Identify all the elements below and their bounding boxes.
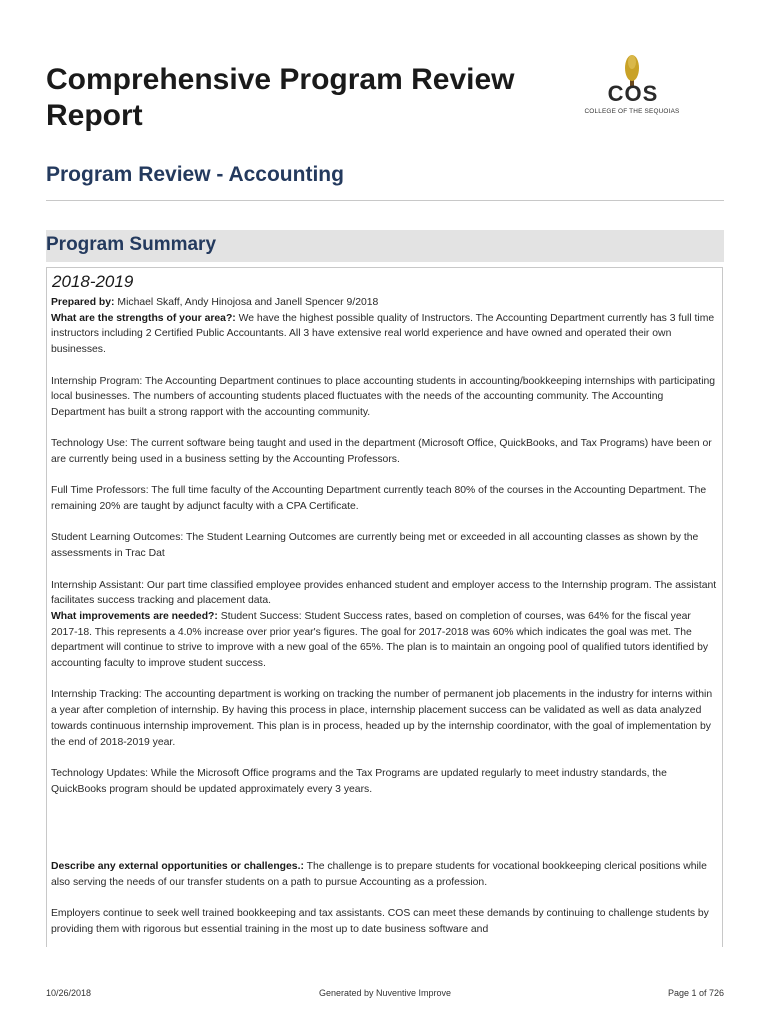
summary-content — [46, 267, 723, 947]
improvements-value: Student Success: Student Success rates, based on completion of courses, was 64% for the fiscal year 2017-18. This represents a 4.0% increase over prior year's figures. The goal for 2017-2018 was 60% which indicates the goal was met. The department will continue to strive to improve with a new goal of the 65%. The plan is to maintain an ongoing pool of qualified tutors identified by accounting faculty to improve student success. — [51, 610, 709, 670]
logo-acronym: COS — [607, 81, 659, 106]
external-value: The challenge is to prepare students for vocational bookkeeping clerical positions while also serving the needs of our transfer students on a path to pursue Accounting as a profession. — [51, 861, 707, 889]
section-header — [46, 230, 724, 262]
external-label: Describe any external opportunities or challenges.: — [51, 861, 304, 873]
prepared-by-value: Michael Skaff, Andy Hinojosa and Janell Spencer 9/2018 — [114, 297, 379, 308]
strengths-paragraph — [51, 311, 717, 358]
internship-tracking-paragraph: Internship Tracking: The accounting department is working on tracking the number of permanent job placements in the industry for interns within a year after completion of internship. By having this process in place, internship placement success can be validated as well as data analyzed towards continuous internship improvement. This plan is in process, headed up by the internship coordinator, with the goal of implementation by the end of 2018-2019 year. — [51, 689, 713, 748]
technology-use-paragraph: Technology Use: The current software being taught and used in the department (Microsoft Office, QuickBooks, and Tax Programs) have been or are currently being used in a business setting by the Accounting Professors. — [51, 438, 712, 465]
logo-tagline: COLLEGE OF THE SEQUOIAS — [584, 108, 680, 115]
strengths-value: We have the highest possible quality of Instructors. The Accounting Department currently has 3 full time instructors including 2 Certified Public Accountants. All 3 have extensive real world experience and have owned and operated their own businesses. — [51, 312, 715, 356]
strengths-label: What are the strengths of your area?: — [51, 312, 236, 324]
section-title: Program Summary — [46, 234, 217, 255]
external-paragraph — [51, 859, 717, 890]
improvements-label: What improvements are needed?: — [51, 610, 218, 622]
prepared-by-label: Prepared by: — [51, 297, 115, 308]
footer-generated-by: Generated by Nuventive Improve — [318, 988, 452, 998]
program-title: Program Review - Accounting — [46, 163, 344, 186]
slo-paragraph: Student Learning Outcomes: The Student Learning Outcomes are currently being met or exceeded in all accounting classes as shown by the assessments in Trac Dat — [51, 532, 699, 560]
footer-page-number: Page 1 of 726 — [667, 988, 724, 998]
internship-program-paragraph: Internship Program: The Accounting Department continues to place accounting students in accounting/bookkeeping internships with participating local businesses. The numbers of accounting students placed fluctuates with the needs of the accounting community. The Accounting Department has built a strong rapport with the accounting community. — [51, 375, 716, 418]
college-logo — [572, 54, 692, 122]
internship-assistant-paragraph: Internship Assistant: Our part time classified employee provides enhanced student and employer access to the Internship program. The assistant facilitates success tracking and placement data. — [51, 579, 717, 607]
technology-updates-paragraph: Technology Updates: While the Microsoft Office programs and the Tax Programs are updated regularly to meet industry standards, the QuickBooks program should be updated approximately every 3 years. — [51, 767, 667, 795]
divider — [46, 200, 724, 201]
footer-date: 10/26/2018 — [46, 988, 92, 998]
report-title: Comprehensive Program Review Report — [46, 63, 515, 132]
prepared-by-line — [51, 295, 717, 311]
summary-body — [51, 295, 717, 938]
employers-paragraph: Employers continue to seek well trained bookkeeping and tax assistants. COS can meet these demands by continuing to challenge students by providing them with rigorous but essential training in the most up to date business software and — [51, 908, 709, 936]
improvements-paragraph — [51, 609, 717, 672]
full-time-professors-paragraph: Full Time Professors: The full time faculty of the Accounting Department currently teach 80% of the courses in the Accounting Department. The remaining 20% are taught by adjunct faculty with a CPA Certificate. — [51, 485, 707, 513]
review-year: 2018-2019 — [52, 272, 134, 291]
